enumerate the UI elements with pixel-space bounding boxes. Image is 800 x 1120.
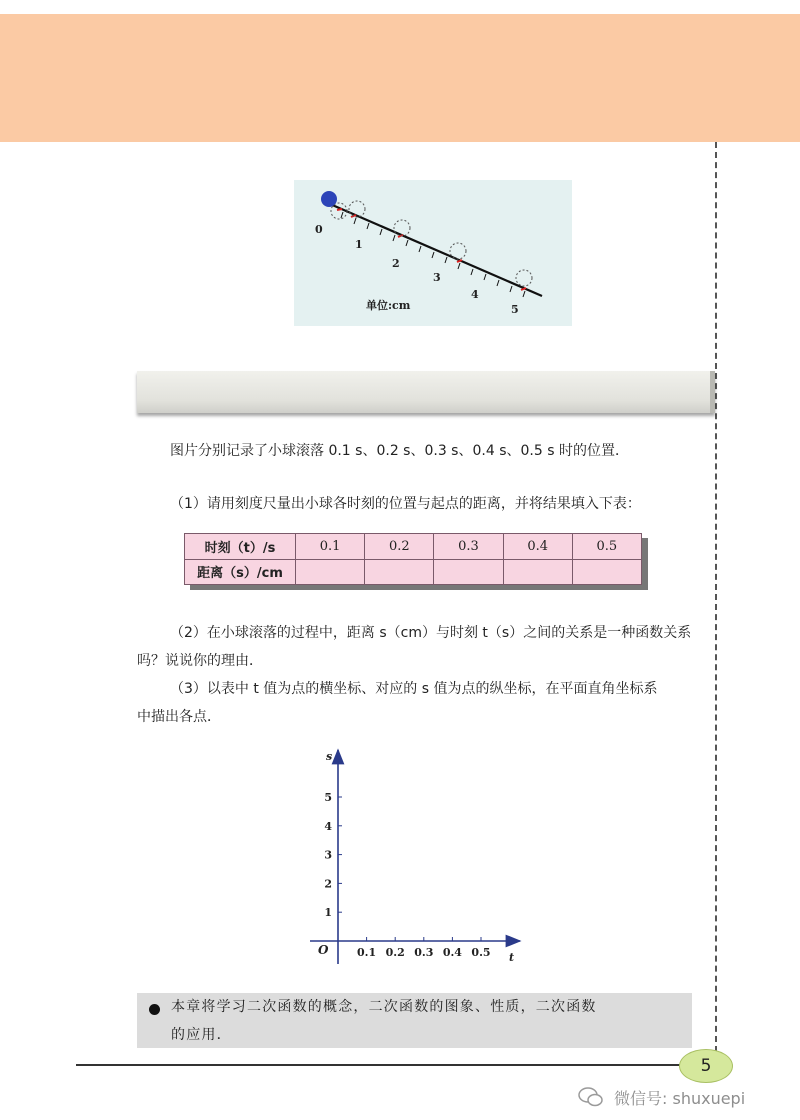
page-top-margin bbox=[0, 0, 800, 14]
table-cell-time: 0.5 bbox=[572, 534, 641, 560]
watermark: 微信号: shuxuepi bbox=[614, 1089, 746, 1108]
question-2-line-2: 吗？说说你的理由． bbox=[137, 653, 263, 669]
table-row-time bbox=[185, 534, 642, 560]
bullet-icon bbox=[149, 1004, 160, 1015]
table-cell-distance[interactable] bbox=[296, 559, 365, 585]
table-cell-time: 0.3 bbox=[434, 534, 503, 560]
chapter-header-band bbox=[0, 14, 800, 142]
data-table-wrapper bbox=[184, 533, 642, 585]
table-cell-distance[interactable] bbox=[434, 559, 503, 585]
margin-dashed-line bbox=[715, 142, 717, 1052]
x-axis-label: t bbox=[509, 951, 515, 964]
x-tick-label: 0.2 bbox=[385, 946, 405, 959]
tick-label-1: 1 bbox=[355, 238, 363, 251]
x-tick-label: 0.3 bbox=[414, 946, 434, 959]
tick-label-3: 3 bbox=[433, 271, 441, 284]
tick-label-5: 5 bbox=[511, 303, 519, 316]
ball-ghost-5 bbox=[516, 270, 532, 286]
question-1: （1）请用刻度尺量出小球各时刻的位置与起点的距离，并将结果填入下表： bbox=[170, 496, 641, 512]
table-header-time: 时刻（t）/s bbox=[185, 534, 296, 560]
table-cell-distance[interactable] bbox=[365, 559, 434, 585]
x-tick-label: 0.4 bbox=[442, 946, 462, 959]
tick-label-0: 0 bbox=[315, 223, 323, 236]
y-axis-label: s bbox=[326, 750, 333, 763]
question-3-line-2: 中描出各点． bbox=[137, 709, 221, 725]
table-header-distance: 距离（s）/cm bbox=[185, 559, 296, 585]
coordinate-plane bbox=[308, 740, 538, 974]
intro-text: 图片分别记录了小球滚落 0.1 s、0.2 s、0.3 s、0.4 s、0.5 s 时的位置． bbox=[170, 443, 629, 459]
section-title-bar bbox=[137, 371, 715, 413]
table-cell-distance[interactable] bbox=[572, 559, 641, 585]
ball-rolling-figure bbox=[294, 180, 572, 326]
chapter-note-line-1: 本章将学习二次函数的概念，二次函数的图象、性质，二次函数 bbox=[171, 999, 597, 1015]
y-tick-label: 4 bbox=[324, 819, 332, 833]
tick-label-4: 4 bbox=[471, 288, 479, 301]
footer-rule bbox=[76, 1064, 680, 1066]
x-tick-label: 0.1 bbox=[357, 946, 377, 959]
y-tick-label: 1 bbox=[324, 906, 332, 920]
wechat-icon bbox=[578, 1086, 604, 1108]
table-cell-time: 0.2 bbox=[365, 534, 434, 560]
table-cell-time: 0.4 bbox=[503, 534, 572, 560]
x-tick-label: 0.5 bbox=[471, 946, 491, 959]
page-number: 5 bbox=[679, 1049, 733, 1083]
question-3-line-1: （3）以表中 t 值为点的横坐标、对应的 s 值为点的纵坐标，在平面直角坐标系 bbox=[170, 681, 658, 697]
ruler-ticks bbox=[341, 212, 525, 297]
unit-label: 单位:cm bbox=[366, 299, 411, 312]
data-table bbox=[184, 533, 642, 585]
table-row-distance bbox=[185, 559, 642, 585]
ball bbox=[321, 191, 337, 207]
table-cell-distance[interactable] bbox=[503, 559, 572, 585]
origin-label: O bbox=[318, 943, 329, 957]
chapter-note-line-2: 的应用． bbox=[171, 1027, 232, 1043]
y-tick-label: 3 bbox=[324, 848, 332, 862]
y-tick-label: 5 bbox=[324, 791, 332, 804]
y-tick-label: 2 bbox=[324, 877, 332, 891]
tick-label-2: 2 bbox=[392, 257, 400, 270]
section-title-bar-edge bbox=[710, 371, 715, 413]
table-cell-time: 0.1 bbox=[296, 534, 365, 560]
question-2-line-1: （2）在小球滚落的过程中，距离 s（cm）与时刻 t（s）之间的关系是一种函数关系 bbox=[170, 625, 692, 641]
